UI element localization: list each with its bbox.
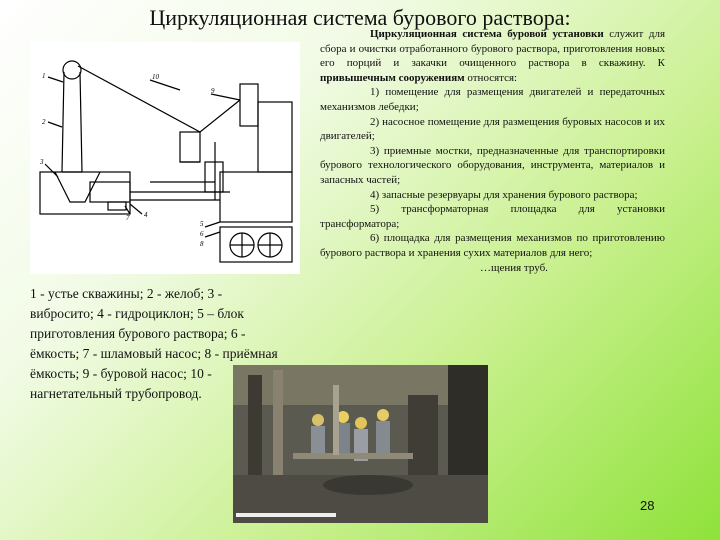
auxiliary-structures-text: относятся:: [467, 71, 518, 84]
diagram-label-6: 6: [200, 230, 204, 238]
circulation-system-diagram: [30, 42, 300, 274]
page-number: 28: [640, 498, 655, 513]
diagram-label-3: 3: [40, 158, 44, 166]
crown-block-shape: [63, 61, 81, 79]
auxiliary-structures-bold: привышечным сооружениям: [320, 71, 465, 84]
legend-line: ёмкость; 7 - шламовый насос; 8 - приёмная: [30, 346, 278, 361]
list-item: 6) площадка для размещения механизмов по приготовлению бурового раствора и хранения сухих материалов для него;: [320, 232, 665, 259]
diagram-label-5: 5: [200, 220, 204, 228]
diagram-label-7: 7: [126, 214, 130, 222]
legend-line: вибросито; 4 - гидроциклон; 5 – блок: [30, 306, 244, 321]
circulation-description: [320, 27, 665, 275]
legend-line: 1 - устье скважины; 2 - желоб; 3 -: [30, 286, 223, 301]
diagram-label-1: 1: [42, 72, 46, 80]
slide-title: Циркуляционная система бурового раствора:: [149, 5, 571, 30]
legend-line: ёмкость; 9 - буровой насос; 10 -: [30, 366, 212, 381]
diagram-label-4: 4: [144, 211, 148, 219]
list-item: 1) помещение для размещения двигателей и передаточных механизмов лебедки;: [320, 86, 665, 113]
diagram-label-10: 10: [152, 73, 159, 81]
list-item: 3) приемные мостки, предназначенные для транспортировки бурового технологического оборудования, инструмента, материалов и запасных частей;: [320, 144, 665, 186]
list-item: 5) трансформаторная площадка для установки трансформатора;: [320, 203, 665, 230]
legend-line: приготовления бурового раствора; 6 -: [30, 326, 246, 341]
list-item: …щения труб.: [480, 261, 548, 274]
diagram-label-9: 9: [211, 87, 215, 95]
intro-text: служит для сбора и очистки отработанного бурового раствора, приготовления новых его порций и закачки очищенного раствора в скважину. К: [320, 28, 666, 70]
legend-line: нагнетательный трубопровод.: [30, 386, 202, 401]
diagram-label-8: 8: [200, 240, 204, 248]
intro-bold: Циркуляционная система буровой установки: [370, 28, 604, 40]
diagram-legend: [30, 284, 320, 404]
list-item: 4) запасные резервуары для хранения бурового раствора;: [370, 188, 638, 201]
list-item: 2) насосное помещение для размещения буровых насосов и их двигателей;: [320, 115, 665, 143]
diagram-label-2: 2: [42, 118, 46, 126]
